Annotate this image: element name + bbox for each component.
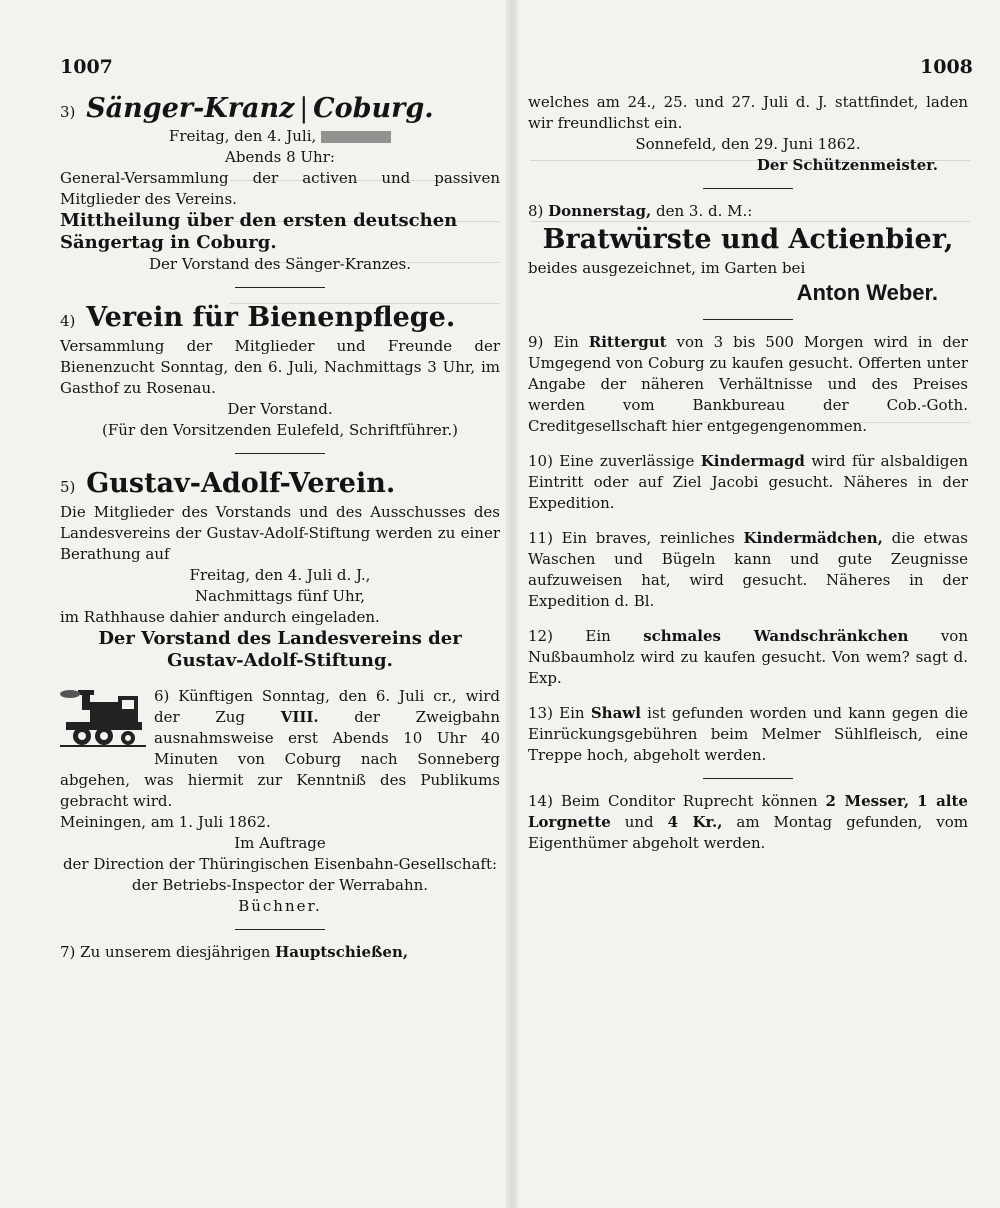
- ad-wandschraenkchen: [528, 626, 968, 689]
- separator-rule: [235, 929, 325, 930]
- ad-text: 11) Ein braves, reinliches: [528, 529, 744, 547]
- ad-bienenpflege: [60, 300, 500, 441]
- ad-text-cont: die etwas Waschen und Bügeln kann und gute Zeugnisse aufzuweisen hat, wird gesucht. Näheres in der Expedition d. Bl.: [528, 529, 968, 610]
- ad-time: Nachmittags fünf Uhr,: [194, 587, 365, 605]
- ad-authority-line2: der Direction der Thüringischen Eisenbahn-Gesellschaft:: [62, 855, 498, 873]
- locomotive-icon: [60, 688, 146, 750]
- separator-rule: [703, 319, 793, 320]
- ad-place: im Rathhause dahier andurch eingeladen.: [60, 608, 380, 626]
- ad-text: 7) Zu unserem diesjährigen: [60, 943, 276, 961]
- ad-shawl: [528, 703, 968, 766]
- ad-signature: Anton Weber.: [796, 280, 938, 305]
- ad-time-line: Abends 8 Uhr:: [225, 148, 335, 166]
- ad-body: General-Versammlung der activen und passiven Mitglieder des Vereins.: [60, 169, 500, 208]
- ink-stamp: [321, 131, 391, 143]
- separator-rule: [235, 453, 325, 454]
- ad-conditor: [528, 791, 968, 854]
- ad-space: [909, 792, 917, 810]
- ad-text: 8): [528, 202, 549, 220]
- ad-bold-text: schmales Wandschränkchen: [643, 627, 909, 645]
- ad-text-cont: von Nußbaumholz wird zu kaufen gesucht. Von wem? sagt d. Exp.: [528, 627, 968, 687]
- ad-number: 5): [60, 478, 76, 496]
- ad-text-cont: wird für alsbaldigen Eintritt oder auf Ziel Jacobi gesucht. Näheres in der Expedition.: [528, 452, 969, 512]
- ad-text-cont: der Zweigbahn ausnahmsweise erst Abends 10 Uhr 40 Minuten von Coburg nach Sonneberg abgehen, was hiermit zur Kenntniß des Publikums gebracht wird.: [60, 708, 501, 810]
- right-column: [528, 92, 968, 854]
- ad-hauptschiessen-cont: [528, 92, 968, 176]
- ad-text: 9) Ein: [528, 333, 589, 351]
- ad-title: Verein für Bienenpflege.: [86, 302, 456, 333]
- ad-authority-line3: der Betriebs-Inspector der Werrabahn.: [131, 876, 429, 894]
- ad-body: Die Mitglieder des Vorstands und des Ausschusses des Landesvereins der Gustav-Adolf-Stiftung werden zu einer Berathung auf: [60, 503, 500, 563]
- ad-bold-text: Rittergut: [588, 333, 667, 351]
- ad-place-date: Sonnefeld, den 29. Juni 1862.: [635, 135, 861, 153]
- ad-text: 10) Eine zuverlässige: [528, 452, 701, 470]
- ad-body: beides ausgezeichnet, im Garten bei: [528, 259, 806, 277]
- ad-kindermaedchen: [528, 528, 968, 612]
- ad-bold-text: Kindermädchen,: [743, 529, 883, 547]
- ad-text-cont: am Montag gefunden, vom Eigenthümer abgeholt werden.: [528, 813, 968, 852]
- ad-number: 4): [60, 312, 76, 330]
- separator-rule: [703, 188, 793, 189]
- ad-date: Freitag, den 4. Juli d. J.,: [189, 566, 371, 584]
- ad-signature: Büchner.: [238, 897, 322, 915]
- ad-rittergut: [528, 332, 968, 437]
- ad-bold-text-1: 2 Messer,: [825, 792, 910, 810]
- ad-text-and: und: [610, 813, 668, 831]
- ad-hauptschiessen-start: [60, 942, 500, 963]
- ad-text: 13) Ein: [528, 704, 591, 722]
- ad-title-part1: Sänger-Kranz: [86, 93, 295, 124]
- ad-body: Versammlung der Mitglieder und Freunde der Bienenzucht Sonntag, den 6. Juli, Nachmittags 3 Uhr, im Gasthof zu Rosenau.: [60, 337, 500, 397]
- ad-gustav-adolf: [60, 466, 500, 672]
- ad-kindermagd: [528, 451, 968, 514]
- ad-title-divider: |: [299, 93, 309, 124]
- separator-rule: [703, 778, 793, 779]
- ad-signature: Der Vorstand des Sänger-Kranzes.: [149, 255, 411, 273]
- ad-title: Gustav-Adolf-Verein.: [86, 468, 396, 499]
- ad-eisenbahn: [60, 686, 500, 917]
- ad-text-cont: von 3 bis 500 Morgen wird in der Umgegend von Coburg zu kaufen gesucht. Offerten unter Angabe der näheren Verhältnisse und des Preises werden vom Bankbureau der Cob.-Goth. Creditgesellschaft hier entgegengenommen.: [528, 333, 968, 435]
- ad-text: 6) Künftigen Sonntag, den 6. Juli cr., wird der Zug: [154, 687, 500, 726]
- ad-date-line: Freitag, den 4. Juli,: [168, 127, 317, 145]
- ad-number: 3): [60, 103, 76, 121]
- ad-place-date: Meiningen, am 1. Juli 1862.: [60, 813, 271, 831]
- page-number-left: 1007: [60, 56, 113, 78]
- ad-authority-line1: Im Auftrage: [234, 834, 326, 852]
- ad-title: Bratwürste und Actienbier,: [542, 224, 954, 255]
- ad-bold-text: Mittheilung über den ersten deutschen Sängertag in Coburg.: [60, 210, 458, 253]
- ad-bratwuerste: [528, 201, 968, 307]
- ad-note: (Für den Vorsitzenden Eulefeld, Schriftführer.): [102, 421, 458, 439]
- ad-text: 12) Ein: [528, 627, 644, 645]
- ad-train-number: VIII.: [280, 708, 319, 726]
- page-number-right: 1008: [920, 56, 973, 78]
- ad-body: welches am 24., 25. und 27. Juli d. J. stattfindet, laden wir freundlichst ein.: [528, 93, 968, 132]
- ad-bold-text: Kindermagd: [700, 452, 805, 470]
- ad-bold-text: Hauptschießen,: [275, 943, 409, 961]
- ad-saenger-kranz: [60, 92, 500, 275]
- ad-text: 14) Beim Conditor Ruprecht können: [528, 792, 826, 810]
- left-column: [60, 92, 500, 963]
- ad-signature: Der Schützenmeister.: [756, 156, 938, 174]
- ad-bold-text: Shawl: [590, 704, 641, 722]
- ad-signature: Der Vorstand.: [227, 400, 333, 418]
- separator-rule: [235, 287, 325, 288]
- ad-signature: Der Vorstand des Landesvereins der Gustav-Adolf-Stiftung.: [98, 628, 462, 671]
- ad-text-cont: ist gefunden worden und kann gegen die Einrückungsgebühren beim Melmer Sühlfleisch, eine Treppe hoch, abgeholt werden.: [528, 704, 968, 764]
- ad-text-cont: den 3. d. M.:: [651, 202, 753, 220]
- ad-title-part2: Coburg.: [313, 93, 434, 124]
- ad-bold-day: Donnerstag,: [548, 202, 652, 220]
- ad-bold-text-2: 1 alte Lorgnette: [528, 792, 968, 831]
- page-gutter-shadow: [506, 0, 518, 1208]
- ad-bold-text-3: 4 Kr.,: [667, 813, 723, 831]
